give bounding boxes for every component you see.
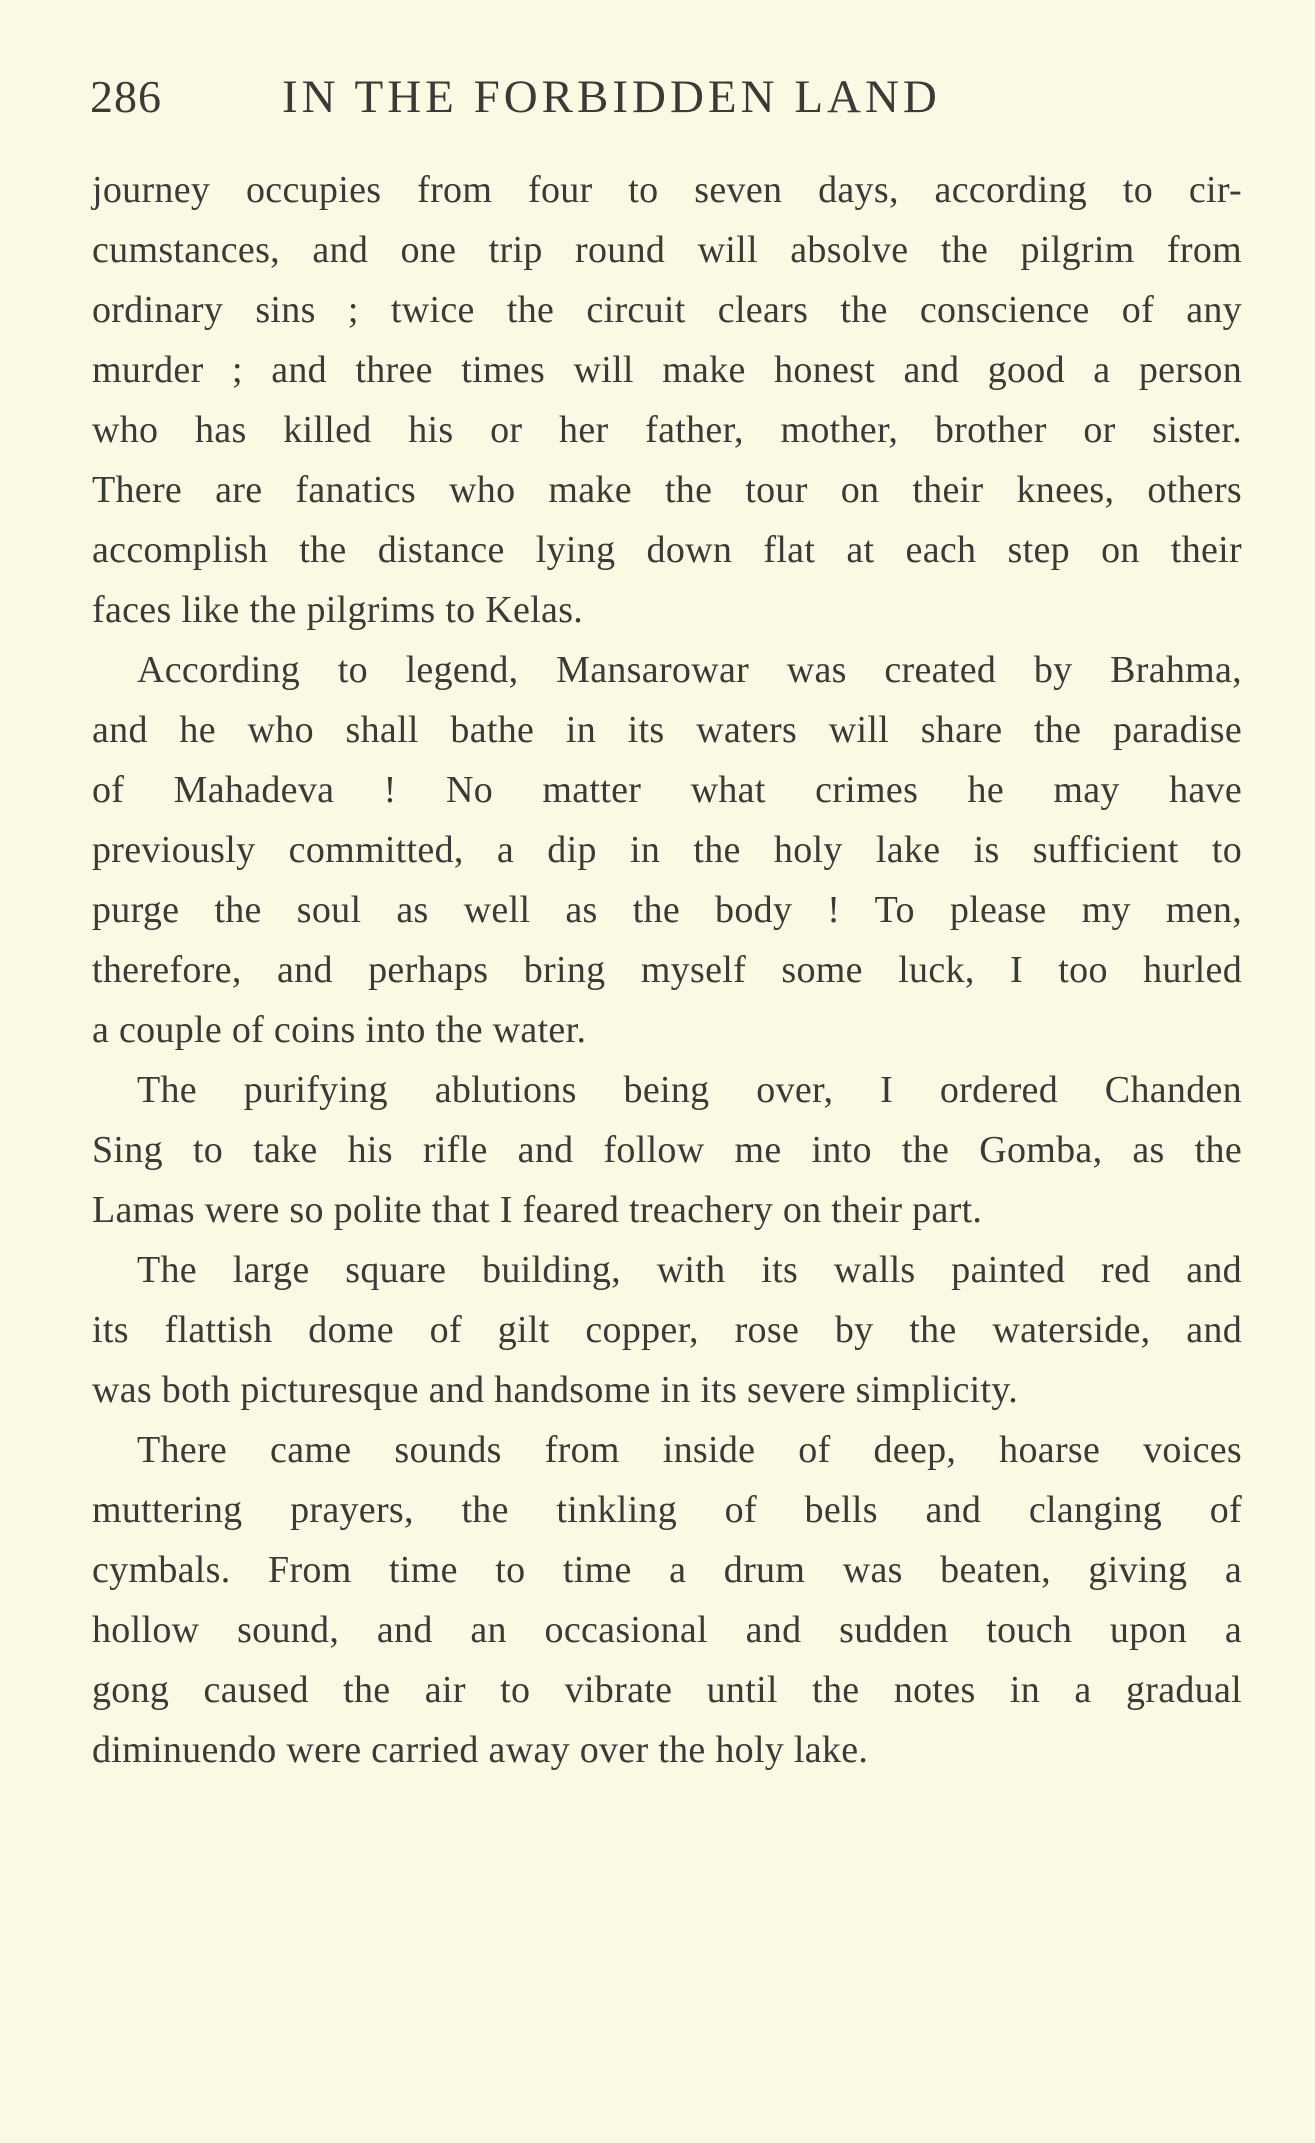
text-line: faces like the pilgrims to Kelas. <box>92 589 584 631</box>
text-line: who has killed his or her father, mother, brother or sister. <box>92 409 1242 451</box>
text-line: The large square building, with its walls painted red and <box>137 1249 1242 1291</box>
text-line: Lamas were so polite that I feared treachery on their part. <box>92 1189 983 1231</box>
text-line: Sing to take his rifle and follow me into the Gomba, as the <box>92 1129 1242 1171</box>
text-line: ordinary sins ; twice the circuit clears the conscience of any <box>92 289 1242 331</box>
text-line: gong caused the air to vibrate until the notes in a gradual <box>92 1669 1242 1711</box>
text-line: muttering prayers, the tinkling of bells and clanging of <box>92 1489 1242 1531</box>
text-line: and he who shall bathe in its waters will share the paradise <box>92 709 1242 751</box>
text-line: accomplish the distance lying down flat at each step on their <box>92 529 1242 571</box>
text-line: was both picturesque and handsome in its severe simplicity. <box>92 1369 1018 1411</box>
text-line: According to legend, Mansarowar was created by Brahma, <box>137 649 1242 691</box>
text-line: hollow sound, and an occasional and sudden touch upon a <box>92 1609 1242 1651</box>
text-line: its flattish dome of gilt copper, rose by the waterside, and <box>92 1309 1242 1351</box>
text-line: a couple of coins into the water. <box>92 1009 587 1051</box>
body-text <box>92 160 1242 1780</box>
text-line: purge the soul as well as the body ! To please my men, <box>92 889 1242 931</box>
page-header <box>90 70 1240 140</box>
text-line: therefore, and perhaps bring myself some luck, I too hurled <box>92 949 1242 991</box>
text-line: cymbals. From time to time a drum was beaten, giving a <box>92 1549 1242 1591</box>
text-line: There came sounds from inside of deep, hoarse voices <box>137 1429 1242 1471</box>
text-line: previously committed, a dip in the holy lake is sufficient to <box>92 829 1242 871</box>
text-line: The purifying ablutions being over, I ordered Chanden <box>137 1069 1242 1111</box>
text-line: of Mahadeva ! No matter what crimes he may have <box>92 769 1242 811</box>
text-line: cumstances, and one trip round will absolve the pilgrim from <box>92 229 1242 271</box>
text-line: journey occupies from four to seven days, according to cir- <box>92 169 1242 211</box>
running-head: IN THE FORBIDDEN LAND <box>282 71 941 123</box>
text-line: diminuendo were carried away over the holy lake. <box>92 1729 869 1771</box>
text-line: murder ; and three times will make honest and good a person <box>92 349 1242 391</box>
page-number: 286 <box>90 71 162 122</box>
text-line: There are fanatics who make the tour on their knees, others <box>92 469 1242 511</box>
